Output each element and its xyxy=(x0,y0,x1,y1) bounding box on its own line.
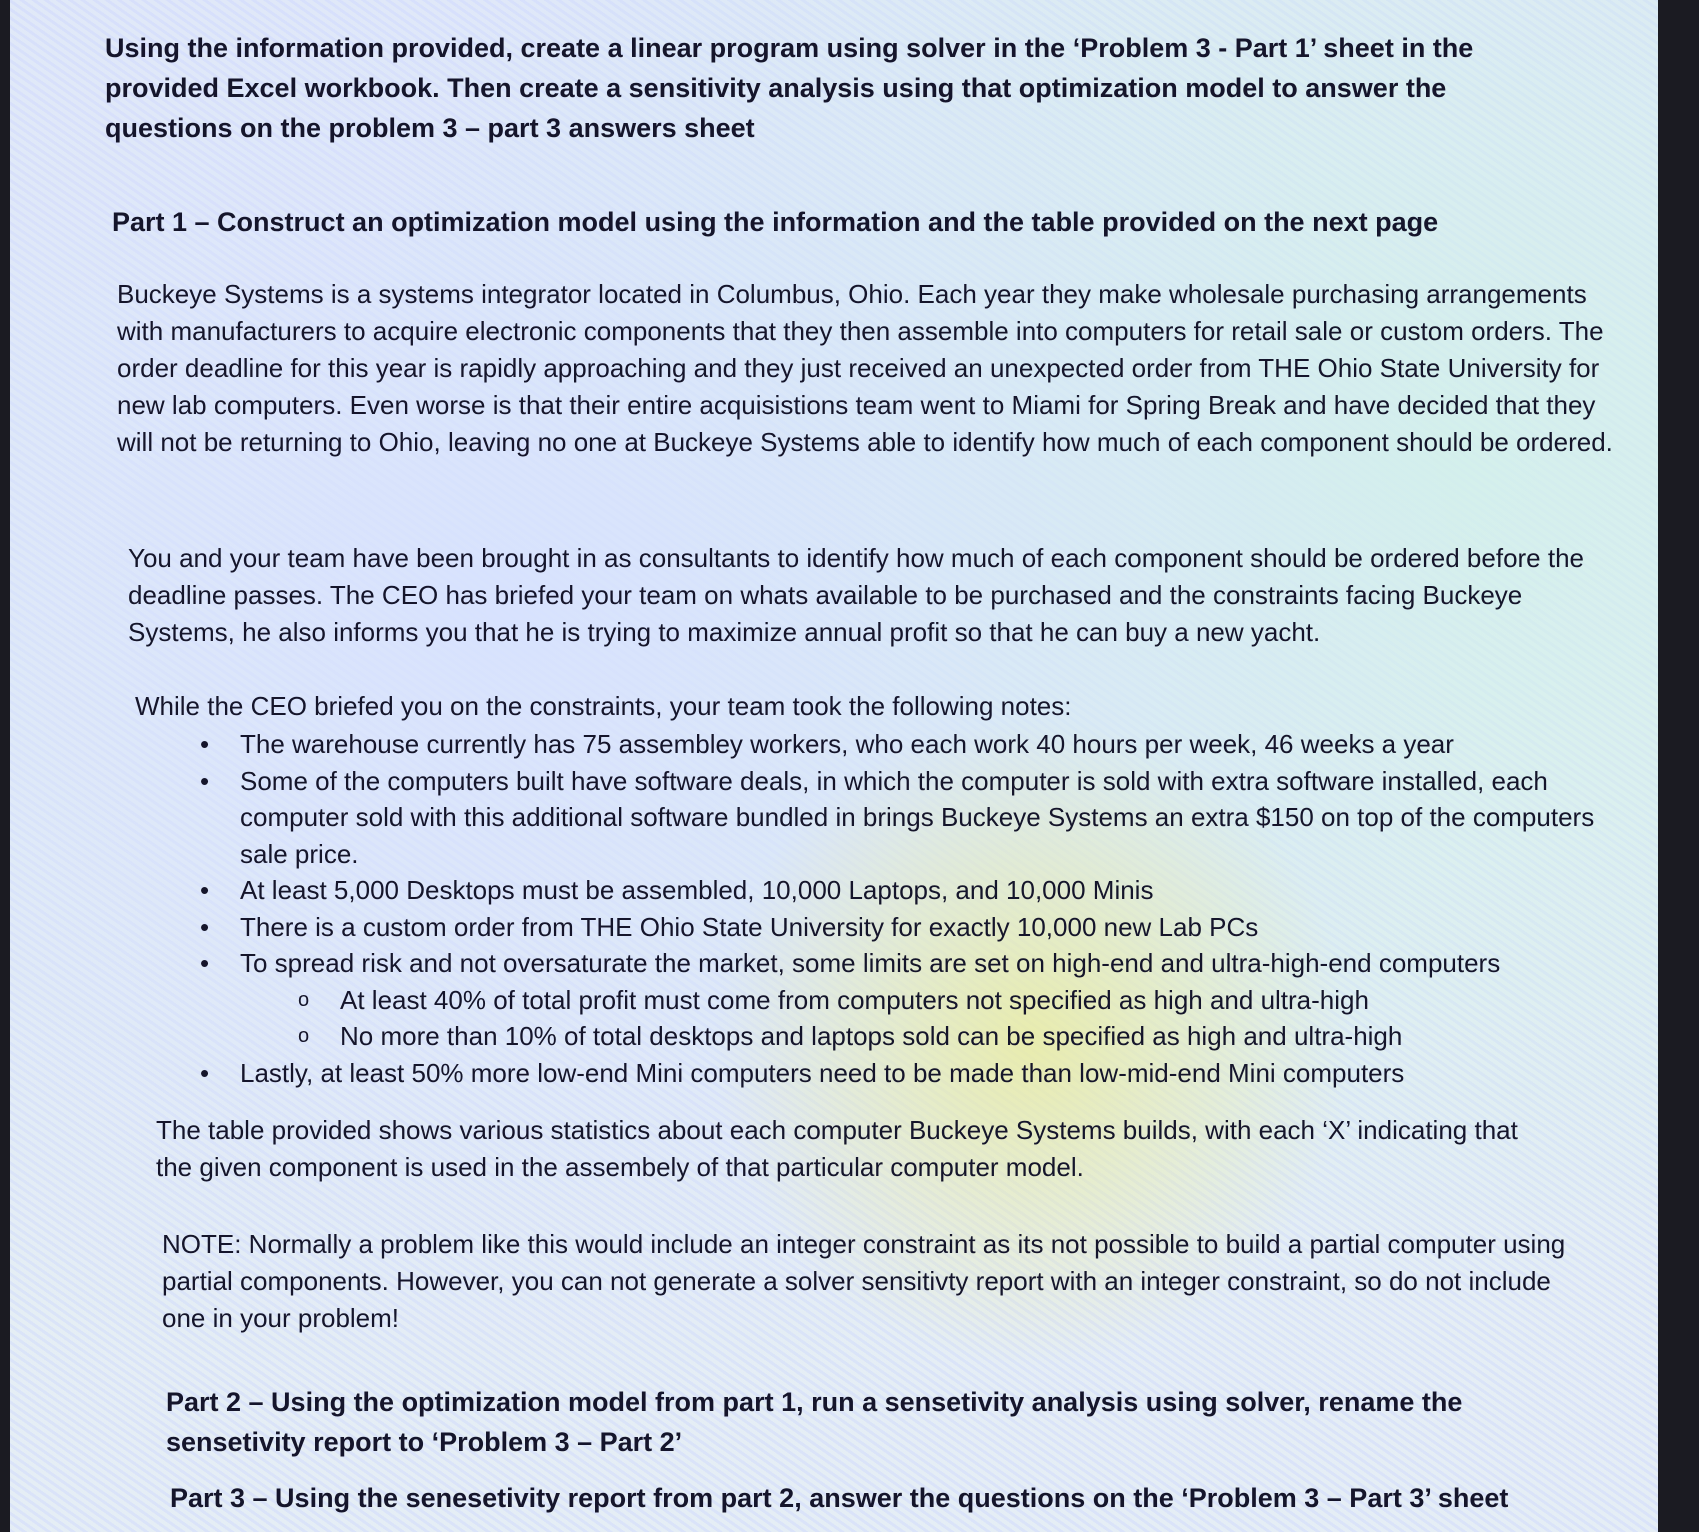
list-item xyxy=(240,726,1630,763)
intro-instructions: Using the information provided, create a linear program using solver in the ‘Problem 3 - Part 1’ sheet in the provided Excel workbook. Then create a sensitivity analysis using that optimization model to answer the questions on the problem 3 – part 3 answers sheet xyxy=(105,33,1474,143)
part3-heading: Part 3 – Using the senesetivity report from part 2, answer the questions on the ‘Problem 3 – Part 3’ sheet xyxy=(170,1483,1509,1513)
part1-heading: Part 1 – Construct an optimization model using the information and the table provided on the next page xyxy=(112,207,1439,237)
list-item xyxy=(240,945,1630,982)
list-item xyxy=(240,763,1630,873)
bullet-text: At least 5,000 Desktops must be assembled, 10,000 Laptops, and 10,000 Minis xyxy=(240,875,1154,905)
sub-list-wrapper xyxy=(240,982,1630,1055)
sub-list-item xyxy=(340,982,1630,1019)
paragraph-note: NOTE: Normally a problem like this would include an integer constraint as its not possible to build a partial computer using partial components. However, you can not generate a solver sensitivty report with an integer constraint, so do not include one in your problem! xyxy=(162,1229,1566,1333)
paragraph-notes-intro: While the CEO briefed you on the constraints, your team took the following notes: xyxy=(135,691,1072,721)
part2-heading: Part 2 – Using the optimization model from part 1, run a sensetivity analysis using solver, rename the sensetivity report to ‘Problem 3 – Part 2’ xyxy=(166,1387,1463,1457)
bullet-text: There is a custom order from THE Ohio State University for exactly 10,000 new Lab PCs xyxy=(240,911,1259,942)
bullet-text: Some of the computers built have software deals, in which the computer is sold with extra software installed, each computer sold with this additional software bundled in brings Buckeye Systems an extra $150 on top of the computers sale price. xyxy=(240,765,1595,869)
list-item xyxy=(240,872,1630,909)
paragraph-company-background: Buckeye Systems is a systems integrator located in Columbus, Ohio. Each year they make wholesale purchasing arrangements with manufacturers to acquire electronic components that they then assemble into computers for retail sale or custom orders. The order deadline for this year is rapidly approaching and they just received an unexpected order from THE Ohio State University for new lab computers. Even worse is that their entire acquisistions team went to Miami for Spring Break and have decided that they will not be returning to Ohio, leaving no one at Buckeye Systems able to identify how much of each component should be ordered. xyxy=(117,279,1613,457)
sub-list-item xyxy=(340,1018,1630,1055)
list-item xyxy=(240,909,1630,946)
sub-constraint-list xyxy=(240,982,1630,1055)
bullet-text: Lastly, at least 50% more low-end Mini computers need to be made than low-mid-end Mini computers xyxy=(240,1057,1405,1088)
sub-bullet-text: No more than 10% of total desktops and laptops sold can be specified as high and ultra-high xyxy=(340,1021,1403,1051)
paragraph-consultants: You and your team have been brought in as consultants to identify how much of each component should be ordered before the deadline passes. The CEO has briefed your team on whats available to be purchased and the constraints facing Buckeye Systems, he also informs you that he is trying to maximize annual profit so that he can buy a new yacht. xyxy=(128,543,1585,647)
document-page xyxy=(10,0,1658,1532)
list-item xyxy=(240,1055,1630,1092)
paragraph-table-description: The table provided shows various statistics about each computer Buckeye Systems builds, with each ‘X’ indicating that the given component is used in the assembely of that particular computer model. xyxy=(156,1115,1518,1182)
bullet-text: The warehouse currently has 75 assembley workers, who each work 40 hours per week, 46 weeks a year xyxy=(240,729,1454,759)
constraint-notes-list xyxy=(240,726,1630,1091)
sub-bullet-text: At least 40% of total profit must come from computers not specified as high and ultra-high xyxy=(340,984,1369,1015)
bullet-text: To spread risk and not oversaturate the market, some limits are set on high-end and ultra-high-end computers xyxy=(240,948,1501,978)
